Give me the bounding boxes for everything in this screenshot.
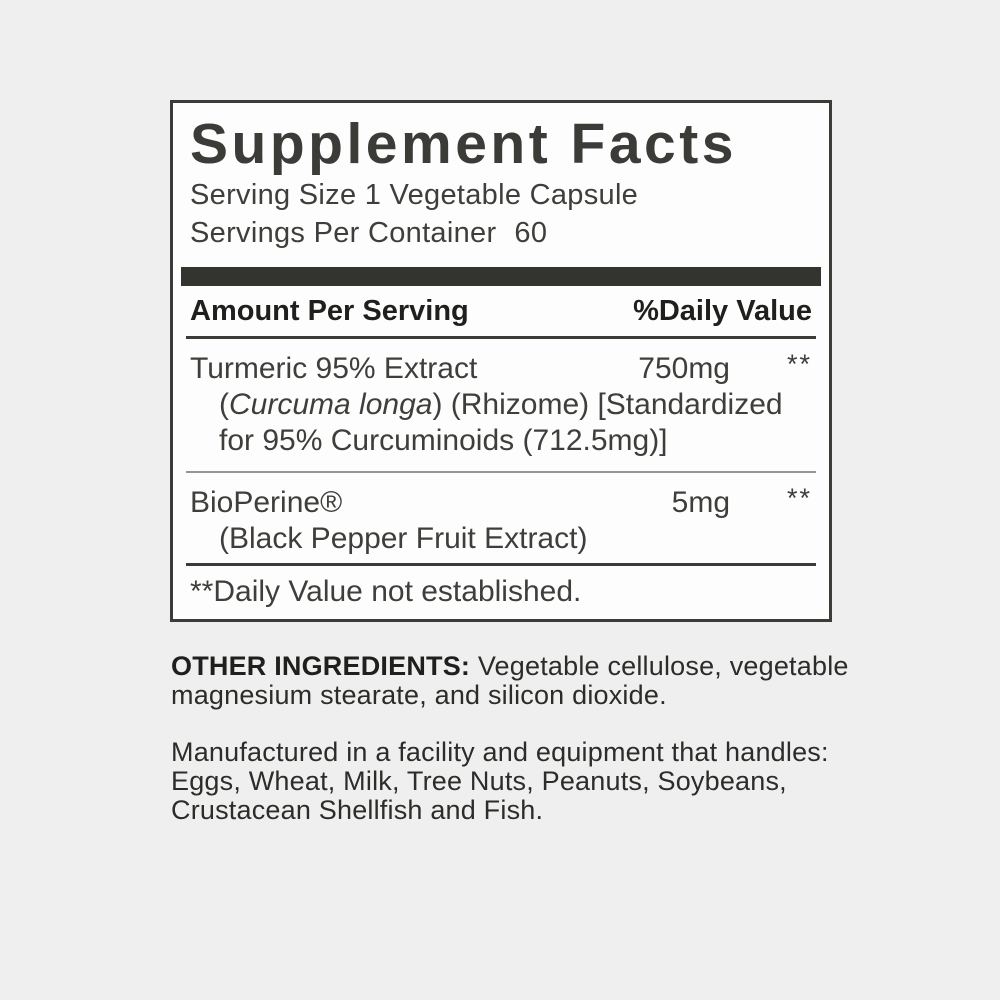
daily-value-header: %Daily Value <box>633 295 812 327</box>
ingredient-amount: 750mg <box>638 352 730 385</box>
ingredient-detail-line: (Black Pepper Fruit Extract) <box>219 522 588 555</box>
daily-value-footnote: **Daily Value not established. <box>190 575 582 608</box>
ingredient-amount: 5mg <box>671 486 730 519</box>
ingredient-main-line <box>190 351 812 387</box>
ingredient-name: Turmeric 95% Extract <box>190 352 478 385</box>
header-rule <box>186 336 816 339</box>
allergen-line: Crustacean Shellfish and Fish. <box>171 795 544 825</box>
servings-per-container-value: 60 <box>514 217 548 249</box>
other-ingredients-label: OTHER INGREDIENTS: <box>171 651 471 681</box>
other-ingredients-text: Vegetable cellulose, vegetable <box>477 651 849 681</box>
allergen-line: Manufactured in a facility and equipment that handles: <box>171 737 829 767</box>
ingredient-main-line <box>190 485 812 521</box>
ingredient-daily-value: ** <box>786 349 812 379</box>
amount-per-serving-header: Amount Per Serving <box>190 295 469 327</box>
botanical-name: Curcuma longa <box>229 388 433 421</box>
servings-per-container-line <box>190 215 812 251</box>
supplement-facts-panel <box>170 100 832 622</box>
ingredient-row-turmeric <box>186 351 816 459</box>
servings-per-container-label: Servings Per Container <box>190 217 497 249</box>
ingredient-detail-line <box>219 387 812 423</box>
allergen-paragraph <box>171 738 829 825</box>
ingredient-separator-rule <box>186 471 816 473</box>
panel-title: Supplement Facts <box>190 112 737 176</box>
thick-divider-bar <box>181 267 821 286</box>
ingredient-detail-line: for 95% Curcuminoids (712.5mg)] <box>219 424 668 457</box>
detail-suffix: ) (Rhizome) [Standardized <box>432 388 783 421</box>
other-ingredients-line <box>171 652 849 681</box>
ingredient-name: BioPerine® <box>190 486 343 519</box>
allergen-line: Eggs, Wheat, Milk, Tree Nuts, Peanuts, Soybeans, <box>171 766 787 796</box>
column-header-row <box>190 294 812 328</box>
other-ingredients-paragraph <box>171 652 849 710</box>
serving-size-line: Serving Size 1 Vegetable Capsule <box>190 179 639 211</box>
footnote-rule <box>186 563 816 566</box>
ingredient-row-bioperine <box>186 485 816 557</box>
detail-prefix: ( <box>219 388 229 421</box>
ingredient-daily-value: ** <box>786 483 812 513</box>
other-ingredients-line: magnesium stearate, and silicon dioxide. <box>171 680 667 710</box>
